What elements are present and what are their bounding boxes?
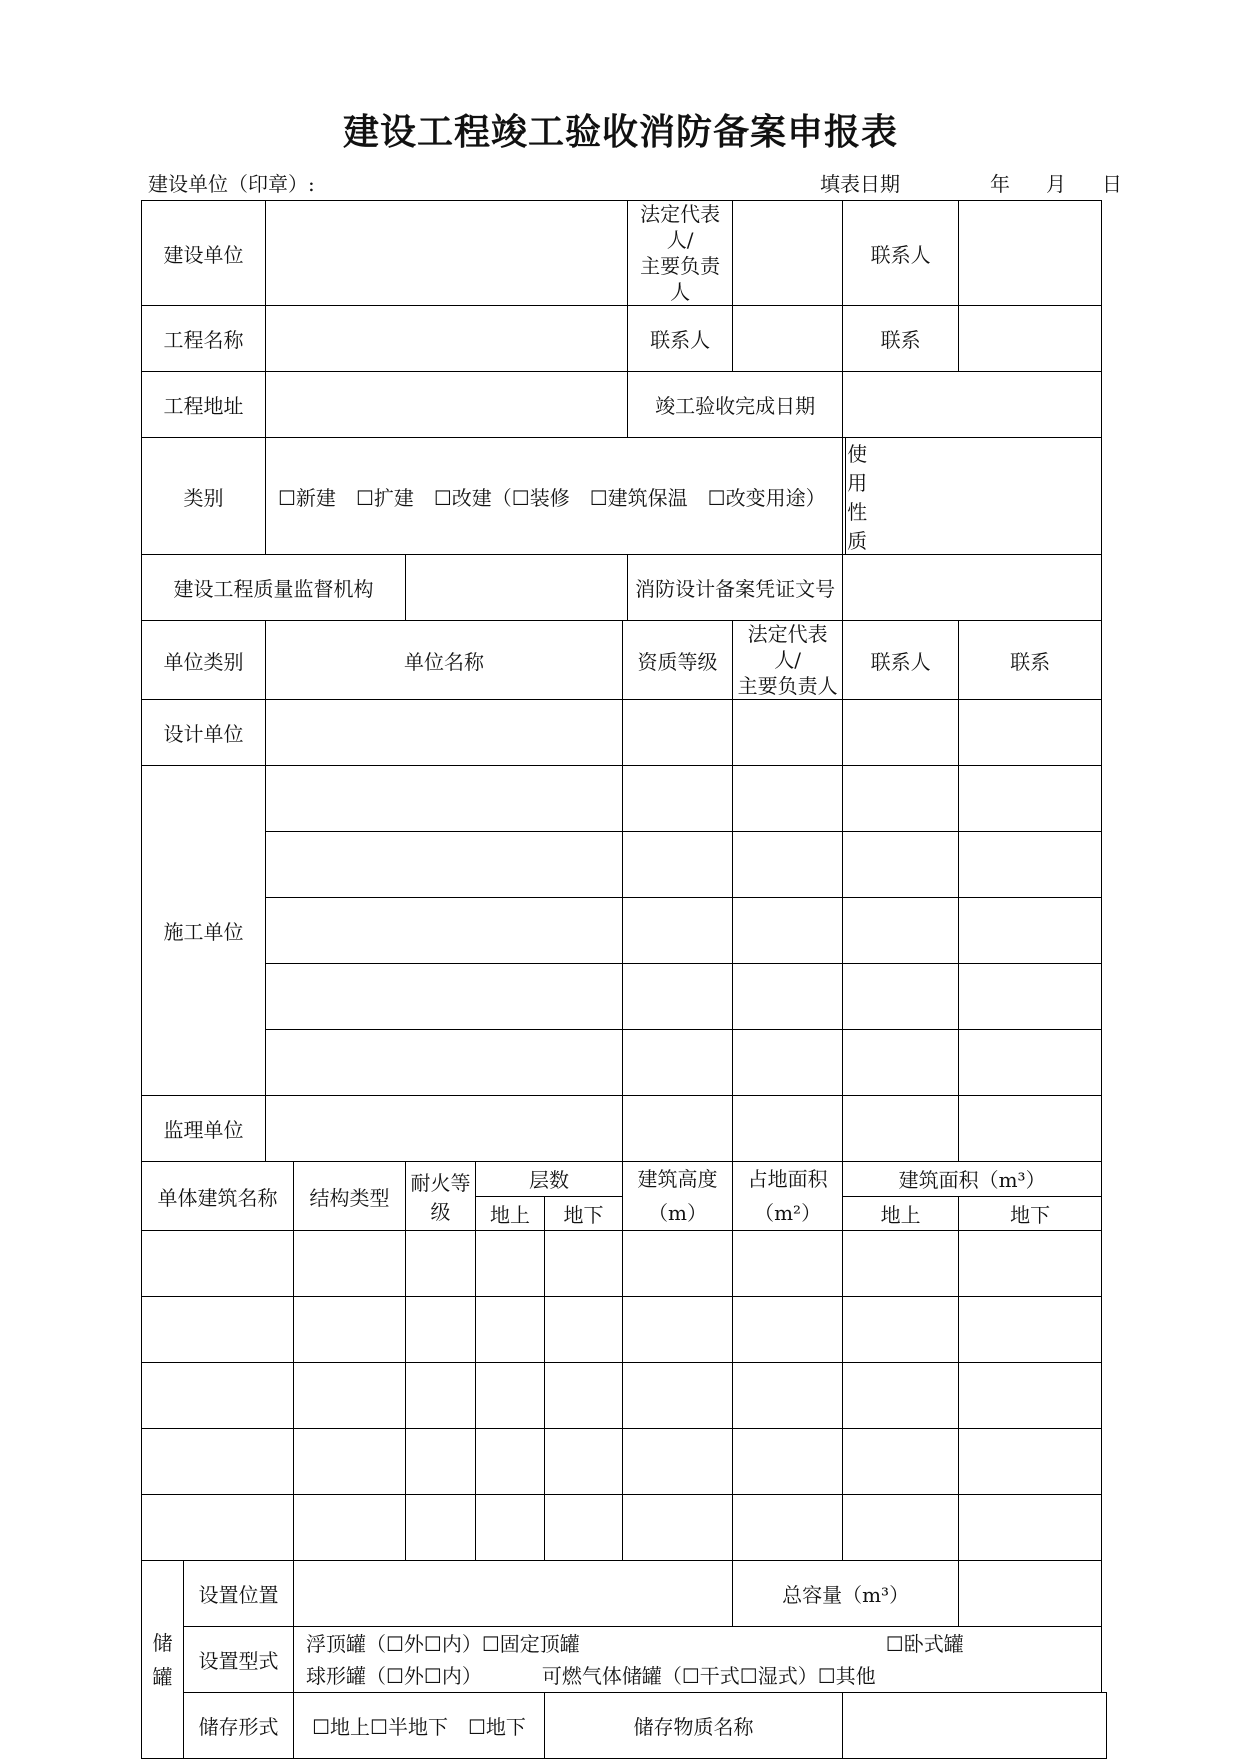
- height-field[interactable]: [623, 1429, 733, 1495]
- tank-type-label: 设置型式: [184, 1627, 294, 1693]
- contractor-rep-field[interactable]: [733, 898, 843, 964]
- contractor-name-field[interactable]: [266, 1030, 623, 1096]
- date-line: [820, 168, 1122, 197]
- height-header: 建筑高度 （m）: [623, 1162, 733, 1231]
- height-field[interactable]: [623, 1495, 733, 1561]
- contractor-rep-field[interactable]: [733, 1030, 843, 1096]
- area-below-field[interactable]: [959, 1363, 1102, 1429]
- area-below-header: 地下: [959, 1196, 1102, 1231]
- contractor-contact-field[interactable]: [843, 964, 959, 1030]
- month-label: 月: [1046, 172, 1066, 196]
- contractor-rep-field[interactable]: [733, 964, 843, 1030]
- floors-above-field[interactable]: [476, 1231, 545, 1297]
- floors-below-field[interactable]: [545, 1429, 623, 1495]
- project-name-label: 工程名称: [142, 306, 266, 372]
- construction-contractor-label: 施工单位: [142, 766, 266, 1096]
- supervision-unit-contact-field[interactable]: [843, 1096, 959, 1162]
- building-row: [142, 1429, 1107, 1495]
- fire-rating-field[interactable]: [406, 1363, 476, 1429]
- structure-type-field[interactable]: [294, 1231, 406, 1297]
- horizontal-tank-option[interactable]: ☐卧式罐: [885, 1631, 964, 1656]
- footprint-field[interactable]: [733, 1429, 843, 1495]
- supervision-unit-rep-field[interactable]: [733, 1096, 843, 1162]
- area-above-field[interactable]: [843, 1363, 959, 1429]
- usage-field[interactable]: [846, 438, 1102, 555]
- building-row: [142, 1363, 1107, 1429]
- storage-tank-label: 储 罐: [142, 1561, 184, 1759]
- footprint-field[interactable]: [733, 1363, 843, 1429]
- area-above-field[interactable]: [843, 1495, 959, 1561]
- height-field[interactable]: [623, 1231, 733, 1297]
- building-name-field[interactable]: [142, 1297, 294, 1363]
- construction-unit-field[interactable]: [266, 201, 628, 306]
- project-address-label: 工程地址: [142, 372, 266, 438]
- area-above-field[interactable]: [843, 1297, 959, 1363]
- qualification-header: 资质等级: [623, 621, 733, 700]
- acceptance-date-label: 竣工验收完成日期: [628, 372, 843, 438]
- floors-above-field[interactable]: [476, 1495, 545, 1561]
- area-below-field[interactable]: [959, 1429, 1102, 1495]
- stored-material-field[interactable]: [843, 1693, 1107, 1759]
- change-use-checkbox[interactable]: ☐改变用途）: [707, 485, 826, 510]
- project-contact-field[interactable]: [733, 306, 843, 372]
- design-unit-phone-field[interactable]: [959, 700, 1102, 766]
- quality-agency-field[interactable]: [406, 555, 628, 621]
- design-unit-rep-field[interactable]: [733, 700, 843, 766]
- footprint-field[interactable]: [733, 1231, 843, 1297]
- fire-design-filing-label: 消防设计备案凭证文号: [628, 555, 843, 621]
- rebuild-checkbox[interactable]: ☐改建（☐装修: [433, 485, 570, 510]
- stored-material-label: 储存物质名称: [545, 1693, 843, 1759]
- floors-below-field[interactable]: [545, 1231, 623, 1297]
- supervision-unit-name-field[interactable]: [266, 1096, 623, 1162]
- contact-person-label: 联系人: [843, 201, 959, 306]
- floors-above-header: 地上: [476, 1196, 545, 1231]
- contractor-qualification-field[interactable]: [623, 1030, 733, 1096]
- unit-legal-rep-header: 法定代表人/ 主要负责人: [733, 621, 843, 700]
- fire-rating-field[interactable]: [406, 1495, 476, 1561]
- design-unit-name-field[interactable]: [266, 700, 623, 766]
- contractor-name-field[interactable]: [266, 898, 623, 964]
- project-address-field[interactable]: [266, 372, 628, 438]
- floors-below-field[interactable]: [545, 1297, 623, 1363]
- contractor-contact-field[interactable]: [843, 766, 959, 832]
- tank-capacity-label: 总容量（m³）: [733, 1561, 959, 1627]
- contractor-rep-field[interactable]: [733, 832, 843, 898]
- contractor-phone-field[interactable]: [959, 766, 1102, 832]
- contractor-contact-field[interactable]: [843, 898, 959, 964]
- floors-above-field[interactable]: [476, 1297, 545, 1363]
- contractor-phone-field[interactable]: [959, 832, 1102, 898]
- supervision-unit-label: 监理单位: [142, 1096, 266, 1162]
- design-unit-qualification-field[interactable]: [623, 700, 733, 766]
- contractor-rep-field[interactable]: [733, 766, 843, 832]
- day-label: 日: [1102, 172, 1122, 196]
- construction-unit-label: 建设单位: [142, 201, 266, 306]
- unit-name-header: 单位名称: [266, 621, 623, 700]
- structure-type-field[interactable]: [294, 1495, 406, 1561]
- applicant-label: 建设单位（印章）:: [148, 172, 315, 196]
- building-name-field[interactable]: [142, 1363, 294, 1429]
- unit-phone-header: 联系: [959, 621, 1102, 700]
- insulation-checkbox[interactable]: ☐建筑保温: [589, 485, 688, 510]
- tank-type-options[interactable]: [294, 1627, 1102, 1693]
- floors-header: 层数: [476, 1162, 623, 1197]
- structure-type-field[interactable]: [294, 1297, 406, 1363]
- storage-form-options[interactable]: ☐地上☐半地下 ☐地下: [294, 1693, 545, 1759]
- area-below-field[interactable]: [959, 1297, 1102, 1363]
- area-above-field[interactable]: [843, 1429, 959, 1495]
- date-label: 填表日期: [820, 172, 900, 196]
- new-build-checkbox[interactable]: ☐新建: [278, 485, 336, 510]
- fire-rating-field[interactable]: [406, 1231, 476, 1297]
- unit-contact-header: 联系人: [843, 621, 959, 700]
- spherical-tank-option[interactable]: 球形罐（☐外☐内）: [306, 1663, 482, 1688]
- contractor-name-field[interactable]: [266, 964, 623, 1030]
- area-below-field[interactable]: [959, 1231, 1102, 1297]
- legal-rep-field[interactable]: [733, 201, 843, 306]
- building-name-field[interactable]: [142, 1429, 294, 1495]
- legal-rep-label: 法定代表人/ 主要负责人: [628, 201, 733, 306]
- tank-location-field[interactable]: [294, 1561, 733, 1627]
- design-unit-label: 设计单位: [142, 700, 266, 766]
- height-field[interactable]: [623, 1297, 733, 1363]
- contractor-phone-field[interactable]: [959, 964, 1102, 1030]
- contractor-qualification-field[interactable]: [623, 766, 733, 832]
- footprint-field[interactable]: [733, 1297, 843, 1363]
- structure-type-field[interactable]: [294, 1363, 406, 1429]
- structure-type-field[interactable]: [294, 1429, 406, 1495]
- tank-location-label: 设置位置: [184, 1561, 294, 1627]
- floors-below-field[interactable]: [545, 1495, 623, 1561]
- building-name-header: 单体建筑名称: [142, 1162, 294, 1231]
- fire-rating-field[interactable]: [406, 1429, 476, 1495]
- area-above-field[interactable]: [843, 1231, 959, 1297]
- contractor-phone-field[interactable]: [959, 898, 1102, 964]
- tank-capacity-field[interactable]: [959, 1561, 1102, 1627]
- fire-rating-header: 耐火等级: [406, 1162, 476, 1231]
- contractor-qualification-field[interactable]: [623, 832, 733, 898]
- height-field[interactable]: [623, 1363, 733, 1429]
- contractor-qualification-field[interactable]: [623, 964, 733, 1030]
- expand-checkbox[interactable]: ☐扩建: [355, 485, 414, 510]
- design-unit-contact-field[interactable]: [843, 700, 959, 766]
- contractor-phone-field[interactable]: [959, 1030, 1102, 1096]
- area-above-header: 地上: [843, 1196, 959, 1231]
- floors-below-field[interactable]: [545, 1363, 623, 1429]
- footprint-field[interactable]: [733, 1495, 843, 1561]
- project-name-field[interactable]: [266, 306, 628, 372]
- year-label: 年: [990, 172, 1010, 196]
- floors-below-header: 地下: [545, 1196, 623, 1231]
- fire-rating-field[interactable]: [406, 1297, 476, 1363]
- project-contact-label: 联系人: [628, 306, 733, 372]
- usage-label: 使用性质: [843, 438, 846, 555]
- building-row: [142, 1495, 1107, 1561]
- supervision-unit-phone-field[interactable]: [959, 1096, 1102, 1162]
- floor-area-header: 建筑面积（m³）: [843, 1162, 1102, 1197]
- category-options[interactable]: [266, 438, 843, 555]
- area-below-field[interactable]: [959, 1495, 1102, 1561]
- supervision-unit-qualification-field[interactable]: [623, 1096, 733, 1162]
- filing-form-table: [141, 200, 1107, 1759]
- gas-tank-option[interactable]: 可燃气体储罐（☐干式☐湿式）☐其他: [541, 1663, 876, 1688]
- contact-phone-label: 联系: [843, 306, 959, 372]
- building-row: [142, 1231, 1107, 1297]
- fire-design-filing-field[interactable]: [843, 555, 1102, 621]
- floors-above-field[interactable]: [476, 1429, 545, 1495]
- acceptance-date-field[interactable]: [843, 372, 1102, 438]
- floating-roof-option[interactable]: 浮顶罐（☐外☐内）☐固定顶罐: [306, 1631, 580, 1656]
- footprint-header: 占地面积 （m²）: [733, 1162, 843, 1231]
- contractor-name-field[interactable]: [266, 766, 623, 832]
- unit-type-header: 单位类别: [142, 621, 266, 700]
- building-row: [142, 1297, 1107, 1363]
- contractor-qualification-field[interactable]: [623, 898, 733, 964]
- building-name-field[interactable]: [142, 1495, 294, 1561]
- structure-type-header: 结构类型: [294, 1162, 406, 1231]
- floors-above-field[interactable]: [476, 1363, 545, 1429]
- contractor-contact-field[interactable]: [843, 832, 959, 898]
- storage-form-label: 储存形式: [184, 1693, 294, 1759]
- building-name-field[interactable]: [142, 1231, 294, 1297]
- contractor-contact-field[interactable]: [843, 1030, 959, 1096]
- contact-person-field[interactable]: [959, 201, 1102, 306]
- category-label: 类别: [142, 438, 266, 555]
- quality-agency-label: 建设工程质量监督机构: [142, 555, 406, 621]
- contact-phone-field[interactable]: [959, 306, 1102, 372]
- contractor-name-field[interactable]: [266, 832, 623, 898]
- form-title: 建设工程竣工验收消防备案申报表: [342, 112, 898, 153]
